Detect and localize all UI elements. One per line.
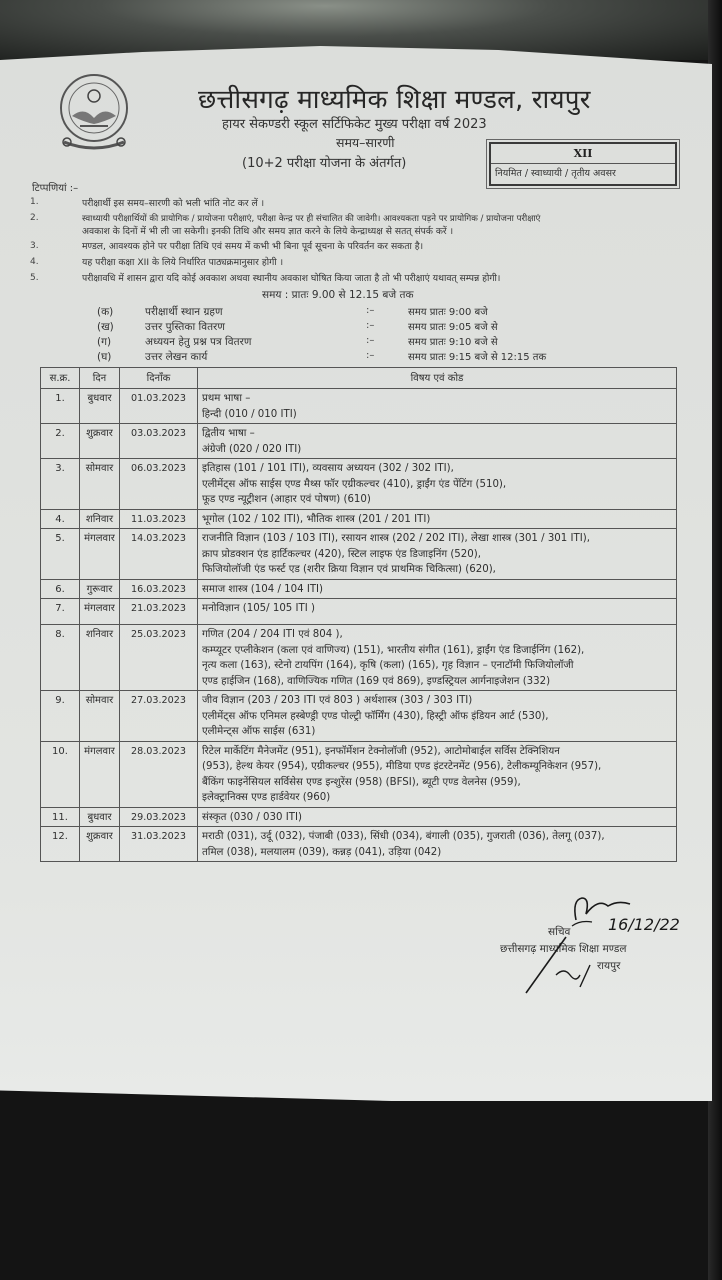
initials-mark-icon xyxy=(520,935,610,995)
class-label: XII xyxy=(491,144,675,164)
date-cell: 16.03.2023 xyxy=(120,579,198,599)
day-cell: शुक्रवार xyxy=(80,827,120,862)
subject-cell xyxy=(198,509,677,529)
table-row xyxy=(41,741,677,807)
column-header-day: दिन xyxy=(80,368,120,389)
day-cell: सोमवार xyxy=(80,459,120,510)
subject-line: द्वितीय भाषा – xyxy=(202,428,255,439)
table-row xyxy=(41,529,677,580)
serial-cell: 8. xyxy=(41,625,80,691)
day-cell: मंगलवार xyxy=(80,529,120,580)
day-cell: बुधवार xyxy=(80,389,120,424)
date-cell: 28.03.2023 xyxy=(120,741,198,807)
step-time: समय प्रातः 9:10 बजे से xyxy=(408,337,498,348)
exam-subtitle: हायर सेकण्डरी स्कूल सर्टिफिकेट मुख्य परीक्षा वर्ष 2023 xyxy=(222,117,487,132)
date-cell: 03.03.2023 xyxy=(120,424,198,459)
table-row xyxy=(41,509,677,529)
step-marker: (क) xyxy=(97,306,114,318)
day-cell: शनिवार xyxy=(80,625,120,691)
subject-line: नृत्य कला (163), स्टेनो टायपिंग (164), कृषि (कला) (165), गृह विज्ञान – एनाटॉमी फिजियोलॉजी xyxy=(202,660,574,671)
note-text: परीक्षावधि में शासन द्वारा यदि कोई अवकाश अथवा स्थानीय अवकाश घोषित किया जाता है तो भी परीक्षाएं यथावत् सम्पन्न होगी। xyxy=(82,273,501,284)
column-header-subject: विषय एवं कोड xyxy=(198,368,677,389)
day-cell: मंगलवार xyxy=(80,741,120,807)
day-cell: शुक्रवार xyxy=(80,424,120,459)
subject-line: एलीमेंट्स ऑफ एनिमल हस्बेण्ड्री एण्ड पोल्ट्री फॉर्मिंग (430), हिस्ट्री ऑफ इंडियन आर्ट (530), xyxy=(202,710,549,722)
subject-cell xyxy=(198,459,677,510)
schedule-title: समय–सारणी xyxy=(336,135,395,150)
subject-line: मनोविज्ञान (105/ 105 ITI ) xyxy=(202,603,315,614)
exam-timetable xyxy=(40,367,677,862)
subject-cell xyxy=(198,424,677,459)
step-separator: :– xyxy=(366,320,375,331)
serial-cell: 2. xyxy=(41,424,80,459)
note-text: मण्डल, आवश्यक होने पर परीक्षा तिथि एवं समय में कभी भी बिना पूर्व सूचना के परिवर्तन कर सकता है। xyxy=(82,241,424,252)
serial-cell: 3. xyxy=(41,459,80,510)
exam-scheme: (10+2 परीक्षा योजना के अंतर्गत) xyxy=(242,156,407,171)
note-text: अवकाश के दिनों में भी ली जा सकेगी। इनकी तिथि और समय ज्ञात करने के लिये केन्द्राध्यक्ष से सतत् संपर्क करें । xyxy=(82,226,454,237)
date-cell: 27.03.2023 xyxy=(120,691,198,742)
step-label: अध्ययन हेतु प्रश्न पत्र वितरण xyxy=(145,336,252,348)
subject-line: गणित (204 / 204 ITI एवं 804 ), xyxy=(202,629,343,640)
day-cell: बुधवार xyxy=(80,807,120,827)
serial-cell: 10. xyxy=(41,741,80,807)
class-box xyxy=(489,142,677,186)
subject-line: क्राप प्रोडक्शन एंड हार्टिकल्चर (420), स्टिल लाइफ एंड डिजाइनिंग (520), xyxy=(202,548,481,560)
note-number: 2. xyxy=(30,213,39,223)
table-header-row xyxy=(41,368,677,389)
date-cell: 01.03.2023 xyxy=(120,389,198,424)
table-row xyxy=(41,691,677,742)
subject-cell xyxy=(198,807,677,827)
serial-cell: 6. xyxy=(41,579,80,599)
table-row xyxy=(41,625,677,691)
subject-line: रिटेल मार्केटिंग मैनेजमेंट (951), इनफॉर्मेशन टेक्नोलॉजी (952), आटोमोबाईल सर्विस टेक्निशियन xyxy=(202,745,560,757)
step-label: उत्तर लेखन कार्य xyxy=(145,351,208,363)
subject-line: जीव विज्ञान (203 / 203 ITI एवं 803 ) अर्थशास्त्र (303 / 303 ITI) xyxy=(202,695,473,706)
column-header-date: दिनाँक xyxy=(120,368,198,389)
subject-line: राजनीति विज्ञान (103 / 103 ITI), रसायन शास्त्र (202 / 202 ITI), लेखा शास्त्र (301 / 301 ITI), xyxy=(202,533,590,544)
table-row xyxy=(41,827,677,862)
subject-line: हिन्दी (010 / 010 ITI) xyxy=(202,408,297,420)
step-separator: :– xyxy=(366,335,375,346)
subject-cell xyxy=(198,389,677,424)
note-text: यह परीक्षा कक्षा XII के लिये निर्धारित पाठ्यक्रमानुसार होगी । xyxy=(82,257,284,268)
serial-cell: 1. xyxy=(41,389,80,424)
candidate-mode: नियमित / स्वाध्यायी / तृतीय अवसर xyxy=(495,168,616,179)
date-cell: 25.03.2023 xyxy=(120,625,198,691)
subject-line: समाज शास्त्र (104 / 104 ITI) xyxy=(202,583,324,595)
subject-line: प्रथम भाषा – xyxy=(202,393,251,404)
subject-line: बैंकिंग फाइनेंसियल सर्विसेस एण्ड इन्शुरेंस (958) (BFSI), ब्यूटी एण्ड वेलनेस (959), xyxy=(202,776,521,788)
subject-line: एण्ड हाईजिन (168), वाणिज्यिक गणित (169 एवं 869), इण्डस्ट्रियल आर्गनाइजेशन (332) xyxy=(202,675,551,687)
step-separator: :– xyxy=(366,350,375,361)
step-time: समय प्रातः 9:00 बजे xyxy=(408,307,488,318)
date-cell: 06.03.2023 xyxy=(120,459,198,510)
exam-time-heading: समय : प्रातः 9.00 से 12.15 बजे तक xyxy=(262,289,414,301)
subject-cell xyxy=(198,599,677,625)
svg-text:16/12/22: 16/12/22 xyxy=(608,915,680,934)
table-row xyxy=(41,424,677,459)
serial-cell: 11. xyxy=(41,807,80,827)
org-title: छत्तीसगढ़ माध्यमिक शिक्षा मण्डल, रायपुर xyxy=(198,85,591,115)
day-cell: सोमवार xyxy=(80,691,120,742)
subject-line: भूगोल (102 / 102 ITI), भौतिक शास्त्र (201 / 201 ITI) xyxy=(202,513,431,525)
step-marker: (ग) xyxy=(97,336,112,348)
note-text: परीक्षार्थी इस समय–सारणी को भली भांति नोट कर लें । xyxy=(82,198,265,209)
subject-line: कम्प्यूटर एप्लीकेशन (कला एवं वाणिज्य) (151), भारतीय संगीत (161), ड्राईंग एंड डिजाईनिंग (162), xyxy=(202,644,585,656)
date-cell: 21.03.2023 xyxy=(120,599,198,625)
step-marker: (घ) xyxy=(97,351,112,363)
step-time: समय प्रातः 9:15 बजे से 12:15 तक xyxy=(408,352,547,363)
table-row xyxy=(41,579,677,599)
subject-line: इतिहास (101 / 101 ITI), व्यवसाय अध्ययन (302 / 302 ITI), xyxy=(202,463,454,474)
note-number: 5. xyxy=(30,273,39,283)
subject-line: अंग्रेजी (020 / 020 ITI) xyxy=(202,443,302,455)
subject-cell xyxy=(198,579,677,599)
serial-cell: 12. xyxy=(41,827,80,862)
step-label: उत्तर पुस्तिका वितरण xyxy=(145,321,225,333)
column-header-serial: स.क्र. xyxy=(41,368,80,389)
note-number: 1. xyxy=(30,197,39,207)
table-row xyxy=(41,599,677,625)
subject-line: (953), हेल्थ केयर (954), एग्रीकल्चर (955), मीडिया एण्ड इंटरटेनमेंट (956), टेलीकम्यूनिकेशन (957), xyxy=(202,761,602,772)
subject-line: तमिल (038), मलयालम (039), कन्नड़ (041), उड़िया (042) xyxy=(202,846,442,858)
day-cell: मंगलवार xyxy=(80,599,120,625)
signatory-org: छत्तीसगढ़ माध्यमिक शिक्षा मण्डल xyxy=(500,943,627,955)
note-number: 3. xyxy=(30,241,39,251)
subject-cell xyxy=(198,529,677,580)
subject-line: फूड एण्ड न्यूट्रीशन (आहार एवं पोषण) (610) xyxy=(202,494,371,505)
signatory-title: सचिव xyxy=(548,926,571,938)
subject-line: एलीमेन्ट्स ऑफ साईस (631) xyxy=(202,726,316,737)
date-cell: 29.03.2023 xyxy=(120,807,198,827)
day-cell: गुरूवार xyxy=(80,579,120,599)
step-label: परीक्षार्थी स्थान ग्रहण xyxy=(145,306,223,318)
subject-line: मराठी (031), उर्दू (032), पंजाबी (033), सिंधी (034), बंगाली (035), गुजराती (036), तेलगू (037), xyxy=(202,831,605,842)
board-emblem-icon xyxy=(58,72,130,154)
notes-heading: टिप्पणियां :– xyxy=(32,183,79,194)
subject-line: फिजियोलॉजी एंड फर्स्ट एड (शरीर क्रिया विज्ञान एवं प्राथमिक चिकित्सा) (620), xyxy=(202,564,496,575)
subject-cell xyxy=(198,691,677,742)
date-cell: 31.03.2023 xyxy=(120,827,198,862)
table-row xyxy=(41,459,677,510)
serial-cell: 4. xyxy=(41,509,80,529)
subject-cell xyxy=(198,827,677,862)
subject-line: संस्कृत (030 / 030 ITI) xyxy=(202,811,302,823)
signatory-city: रायपुर xyxy=(597,960,621,972)
day-cell: शनिवार xyxy=(80,509,120,529)
step-marker: (ख) xyxy=(97,321,114,333)
note-text: स्वाध्यायी परीक्षार्थियों की प्रायोगिक / प्रायोजना परीक्षाएं, परीक्षा केन्द्र पर ही संचालित की जावेगी। आवश्यकता पड़ने पर प्रायोगिक / प्रायोजना परीक्षाएं xyxy=(82,214,541,224)
date-cell: 11.03.2023 xyxy=(120,509,198,529)
table-row xyxy=(41,807,677,827)
table-row xyxy=(41,389,677,424)
serial-cell: 5. xyxy=(41,529,80,580)
subject-line: एलीमेंट्स ऑफ साईस एण्ड मैथ्स फॉर एग्रीकल्चर (410), ड्राईंग एंड पेंटिंग (510), xyxy=(202,478,507,490)
serial-cell: 9. xyxy=(41,691,80,742)
subject-line: इलेक्ट्रानिक्स एण्ड हार्डवेयर (960) xyxy=(202,792,331,803)
serial-cell: 7. xyxy=(41,599,80,625)
subject-cell xyxy=(198,741,677,807)
step-time: समय प्रातः 9:05 बजे से xyxy=(408,322,498,333)
step-separator: :– xyxy=(366,305,375,316)
subject-cell xyxy=(198,625,677,691)
note-number: 4. xyxy=(30,257,39,267)
date-cell: 14.03.2023 xyxy=(120,529,198,580)
